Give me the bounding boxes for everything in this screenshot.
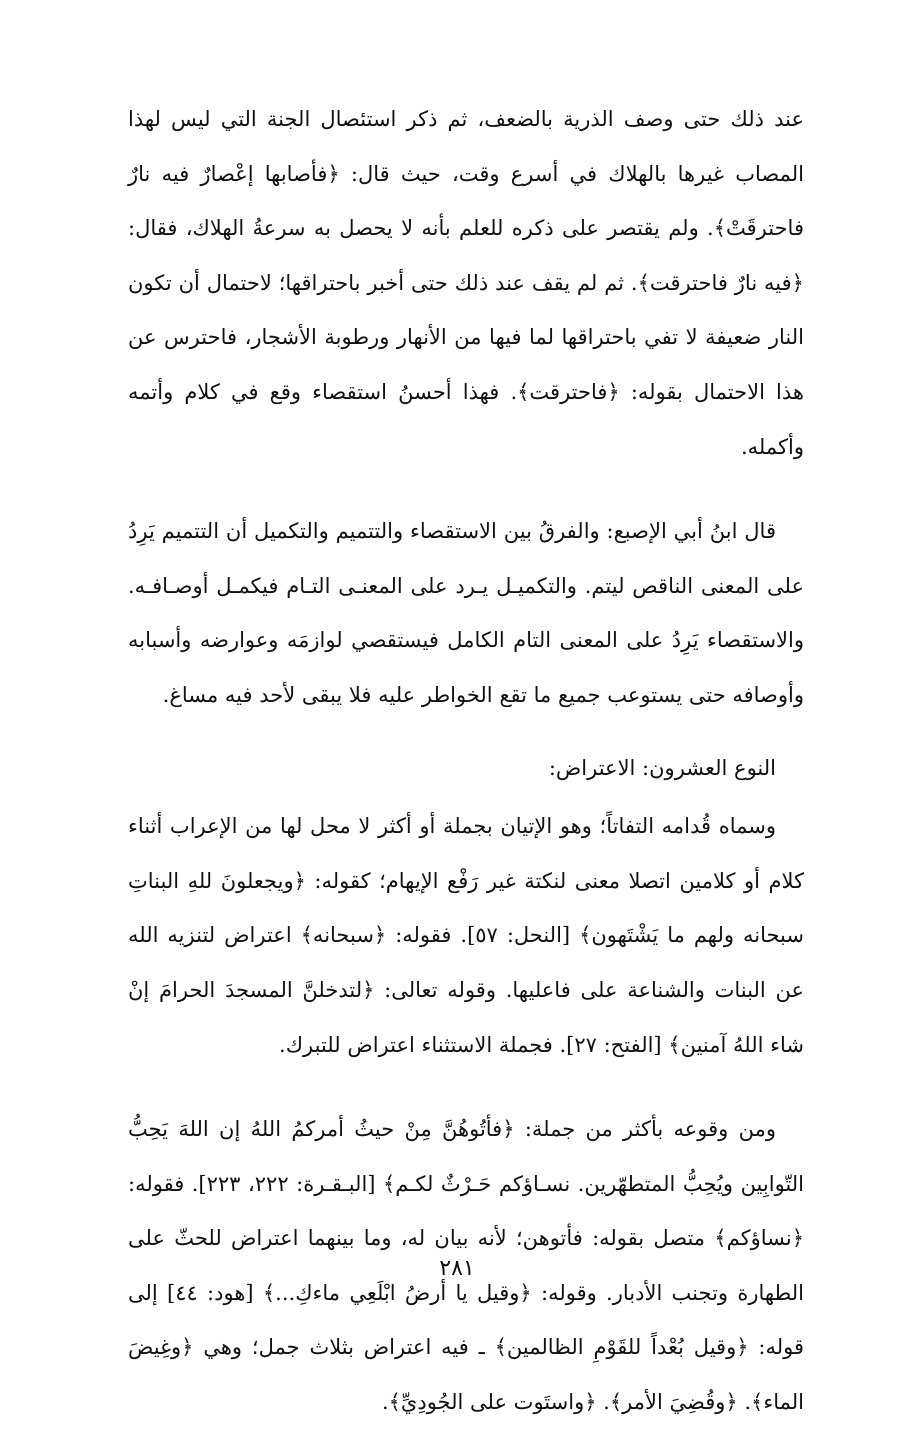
paragraph-spacer: [128, 1072, 804, 1102]
page-text: [128, 92, 804, 1430]
paragraph-spacer: [128, 723, 804, 741]
page-number: ٢٨١: [439, 1256, 475, 1281]
paragraph-ibn-abi-al-isba: قال ابنُ أبي الإصبع: والفرقُ بين الاستقصاء والتتميم والتكميل أن التتميم يَرِدُ على المعنى الناقص ليتم. والتكميـل يـرد على المعنـى التـام فيكمـل أوصـافـه. والاستقصاء يَرِدُ على المعنى التام الكامل فيستقصي لوازمَه وعوارضه وأسبابه وأوصافه حتى يستوعب جميع ما تقع الخواطر عليه فلا يبقى لأحد فيه مساغ.: [128, 519, 804, 707]
section-heading: النوع العشرون: الاعتراض:: [548, 755, 776, 780]
paragraph-istiqsa-example: عند ذلك حتى وصف الذرية بالضعف، ثم ذكر استئصال الجنة التي ليس لهذا المصاب غيرها بالهلاك في أسرع وقت، حيث قال: ﴿فأصابها إعْصارٌ فيه نارٌ فاحترقَتْ﴾. ولم يقتصر على ذكره للعلم بأنه لا يحصل به سرعةُ الهلاك، فقال: ﴿فيه نارٌ فاحترقت﴾. ثم لم يقف عند ذلك حتى أخبر باحتراقها؛ لاحتمال أن تكون النار ضعيفة لا تفي باحتراقها لما فيها من الأنهار ورطوبة الأشجار، فاحترس عن هذا الاحتمال بقوله: ﴿فاحترقت﴾. فهذا أحسنُ استقصاء وقع في كلام وأتمه وأكمله.: [128, 107, 804, 459]
paragraph-spacer: [128, 474, 804, 504]
paragraph-multiple-sentences: ومن وقوعه بأكثر من جملة: ﴿فأتُوهُنَّ مِنْ حيثُ أمركمُ اللهُ إن اللهَ يَحِبُّ التّوابِين ويُحِبُّ المتطهّرين. نسـاؤكم حَـرْثٌ لكـم﴾ [البـقـرة: ٢٢٢، ٢٢٣]. فقوله: ﴿نساؤكم﴾ متصل بقوله: فأتوهن؛ لأنه بيان له، وما بينهما اعتراض للحثّ على الطهارة وتجنب الأدبار. وقوله: ﴿وقيل يا أرضُ ابْلَعِي ماءكِ...﴾ [هود: ٤٤] إلى قوله: ﴿وقيل بُعْداً للقَوْمِ الظالمين﴾ ـ فيه اعتراض بثلاث جمل؛ وهي ﴿وغِيضَ الماء﴾. ﴿وقُضِيَ الأمر﴾. ﴿واستَوت على الجُودِيِّ﴾.: [128, 1117, 805, 1415]
paragraph-itirad-definition: وسماه قُدامه التفاتاً؛ وهو الإتيان بجملة أو أكثر لا محل لها من الإعراب أثناء كلام أو كلامين اتصلا معنى لنكتة غير رَفْع الإيهام؛ كقوله: ﴿ويجعلونَ للهِ البناتِ سبحانه ولهم ما يَشْتَهون﴾ [النحل: ٥٧]. فقوله: ﴿سبحانه﴾ اعتراض لتنزيه الله عن البنات والشناعة على فاعليها. وقوله تعالى: ﴿لتدخلنَّ المسجدَ الحرامَ إنْ شاء اللهُ آمنين﴾ [الفتح: ٢٧]. فجملة الاستثناء اعتراض للتبرك.: [128, 814, 804, 1057]
